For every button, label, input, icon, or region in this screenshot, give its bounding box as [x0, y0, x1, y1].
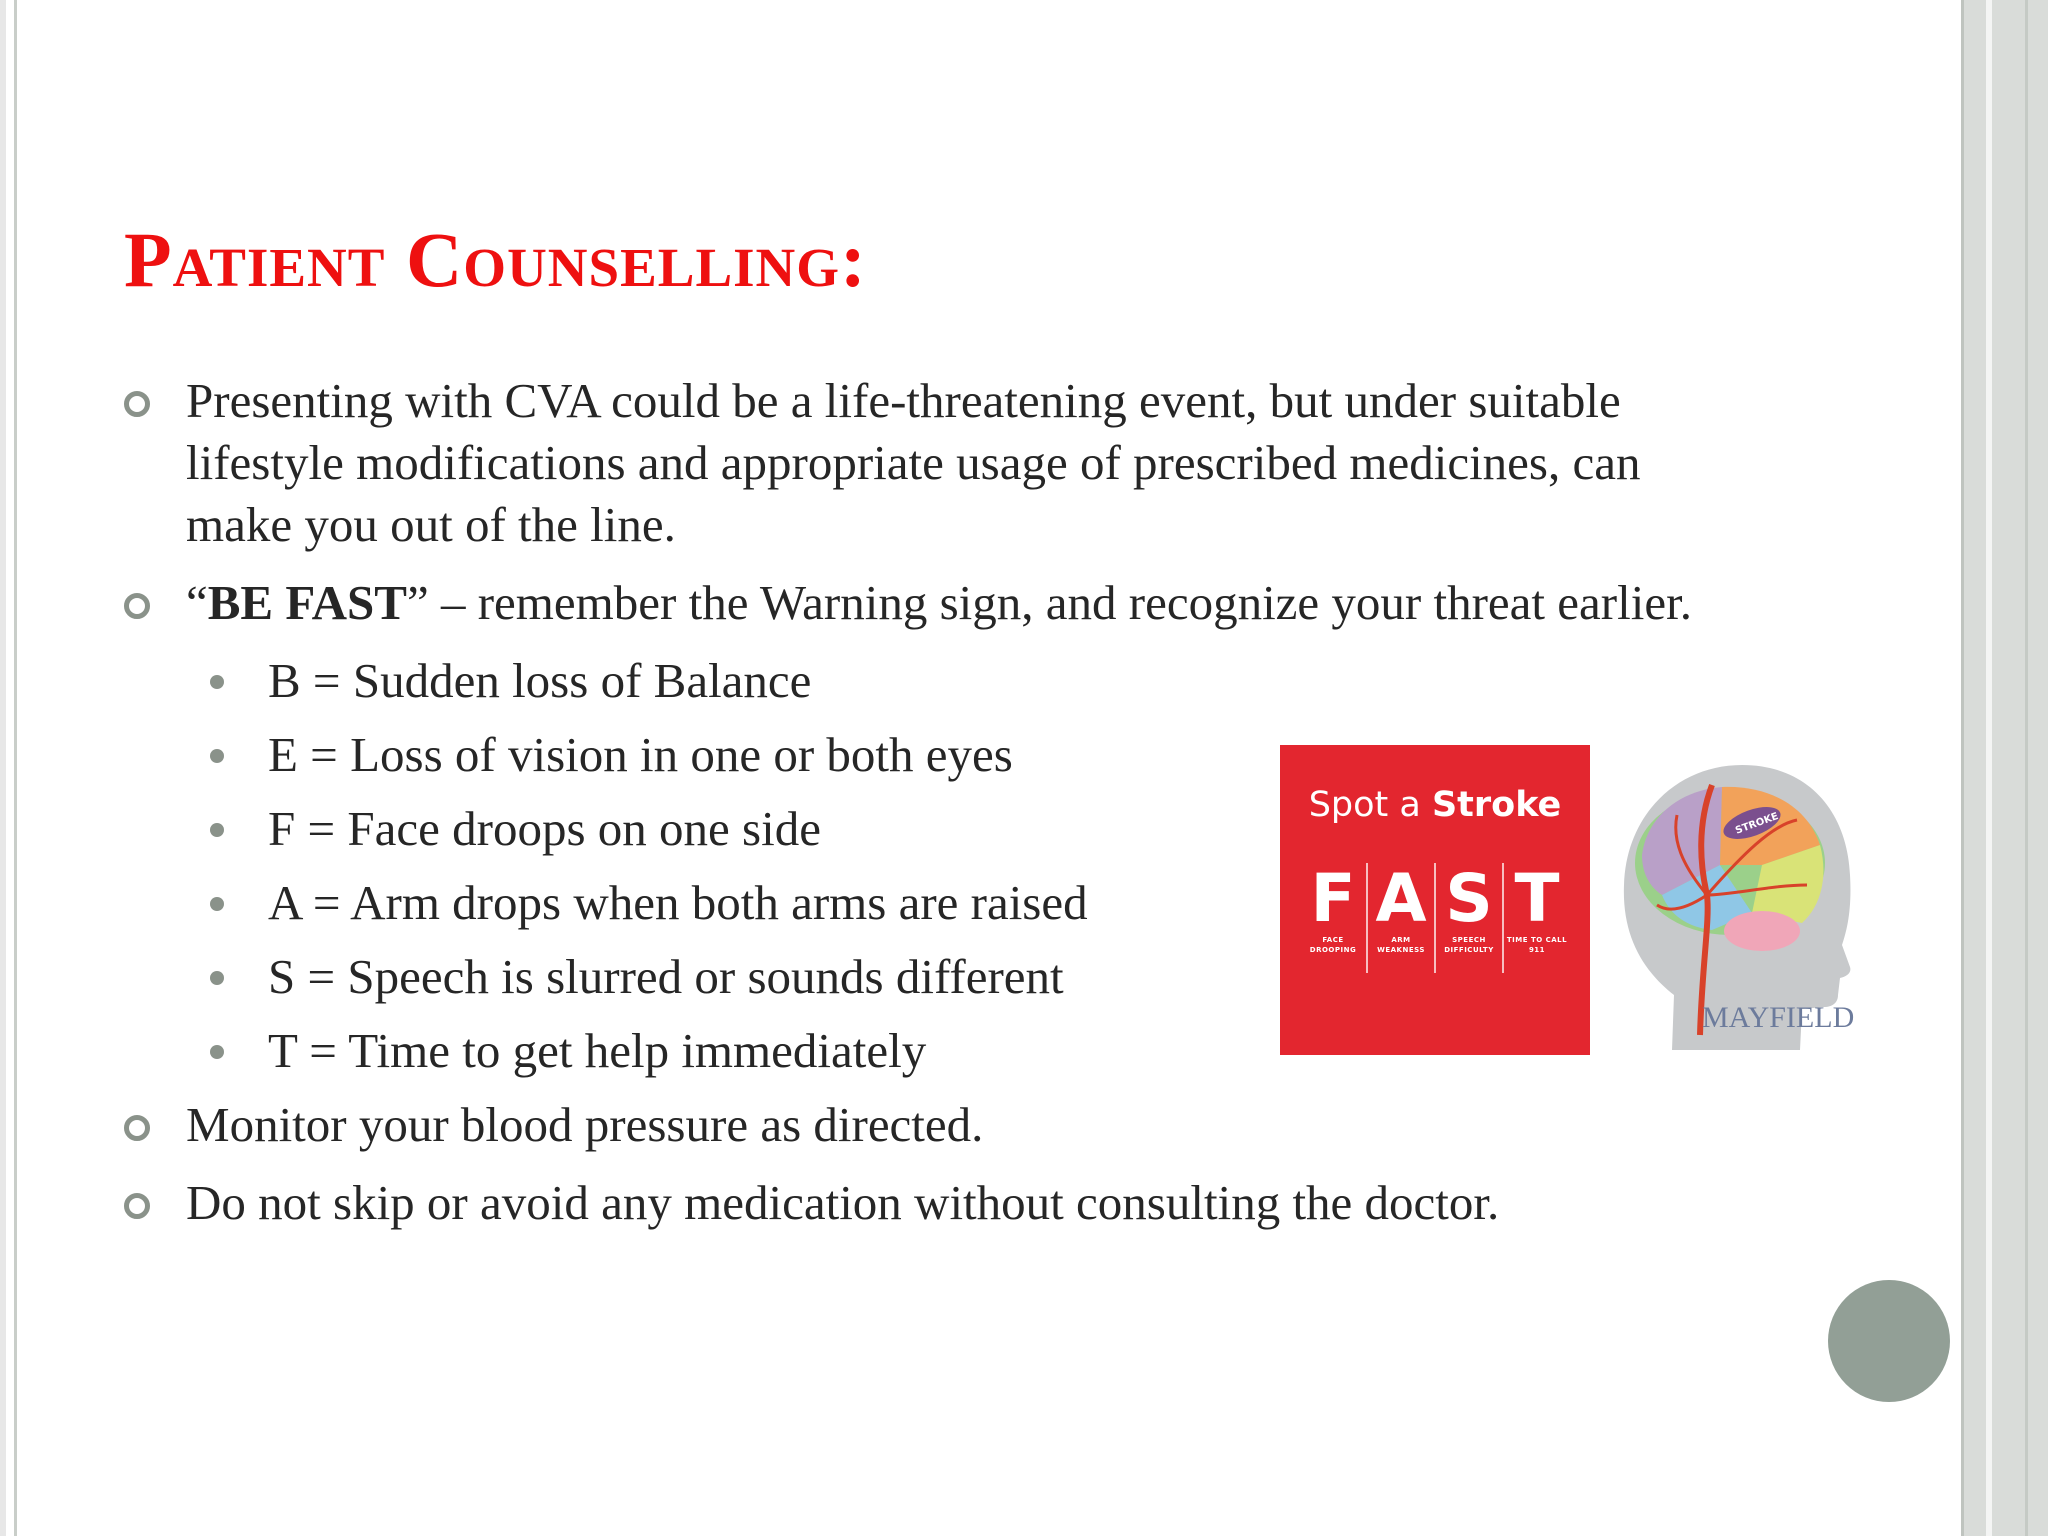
filled-dot-icon — [210, 971, 224, 985]
fast-letter: F — [1310, 860, 1356, 937]
bullet-text: Monitor your blood pressure as directed. — [186, 1097, 984, 1152]
fast-graphic-title — [1280, 785, 1590, 825]
fast-column — [1300, 860, 1368, 973]
fast-letter: A — [1375, 860, 1427, 937]
filled-dot-icon — [210, 675, 224, 689]
filled-dot-icon — [210, 897, 224, 911]
bullet-text: ” – remember the Warning sign, and recognize your threat earlier. — [406, 575, 1692, 630]
quote-open: “ — [186, 575, 208, 630]
hollow-circle-icon — [124, 1193, 150, 1219]
bullet-text: Presenting with CVA could be a life-threatening event, but under suitable lifestyle modifications and appropriate usage of prescribed medicines, can make you out of the line. — [186, 373, 1641, 552]
sub-bullet-text: A = Arm drops when both arms are raised — [268, 875, 1088, 930]
fast-caption: FACE DROOPING — [1309, 936, 1357, 954]
hollow-circle-icon — [124, 593, 150, 619]
slide-frame-right — [1964, 0, 2048, 1536]
fast-caption: ARM WEAKNESS — [1377, 936, 1425, 954]
sub-bullet-item — [124, 650, 1744, 712]
bullet-item — [124, 370, 1744, 556]
sub-bullet-text: F = Face droops on one side — [268, 801, 821, 856]
brain-head-illustration — [1602, 745, 1855, 1055]
fast-title-bold: Stroke — [1431, 785, 1562, 825]
mayfield-logo: MAYFIELD — [1702, 1001, 1855, 1034]
hollow-circle-icon — [124, 1115, 150, 1141]
fast-caption: TIME TO CALL 911 — [1506, 936, 1568, 954]
fast-column — [1504, 860, 1570, 973]
fast-column — [1436, 860, 1504, 973]
fast-caption: SPEECH DIFFICULTY — [1444, 936, 1494, 954]
bullet-item — [124, 1172, 1744, 1234]
hollow-circle-icon — [124, 391, 150, 417]
fast-letter: T — [1514, 860, 1560, 937]
spot-a-stroke-image — [1280, 745, 1855, 1055]
brain-stroke-label: STROKE — [1734, 811, 1780, 837]
slide-frame-right-line — [1961, 0, 1964, 1536]
bullet-item-be-fast — [124, 572, 1744, 634]
sub-bullet-text: S = Speech is slurred or sounds different — [268, 949, 1064, 1004]
fast-letters — [1300, 860, 1570, 973]
bullet-item — [124, 1094, 1744, 1156]
slide-frame-left-line — [14, 0, 17, 1536]
slide-frame-right-inner — [1986, 0, 1992, 1536]
sub-bullet-text: T = Time to get help immediately — [268, 1023, 927, 1078]
fast-graphic — [1280, 745, 1590, 1055]
slide-title: Patient Counselling: — [124, 216, 868, 303]
fast-title-regular: Spot a — [1308, 785, 1432, 825]
bullet-text: Do not skip or avoid any medication without consulting the doctor. — [186, 1175, 1500, 1230]
slide-nav-circle[interactable] — [1828, 1280, 1950, 1402]
sub-bullet-text: E = Loss of vision in one or both eyes — [268, 727, 1013, 782]
fast-letter: S — [1445, 860, 1493, 937]
filled-dot-icon — [210, 823, 224, 837]
slide-frame-left — [0, 0, 6, 1536]
slide-frame-right-line-2 — [2025, 0, 2028, 1536]
sub-bullet-text: B = Sudden loss of Balance — [268, 653, 812, 708]
be-fast-label: BE FAST — [207, 575, 407, 630]
filled-dot-icon — [210, 749, 224, 763]
fast-column — [1368, 860, 1436, 973]
filled-dot-icon — [210, 1045, 224, 1059]
